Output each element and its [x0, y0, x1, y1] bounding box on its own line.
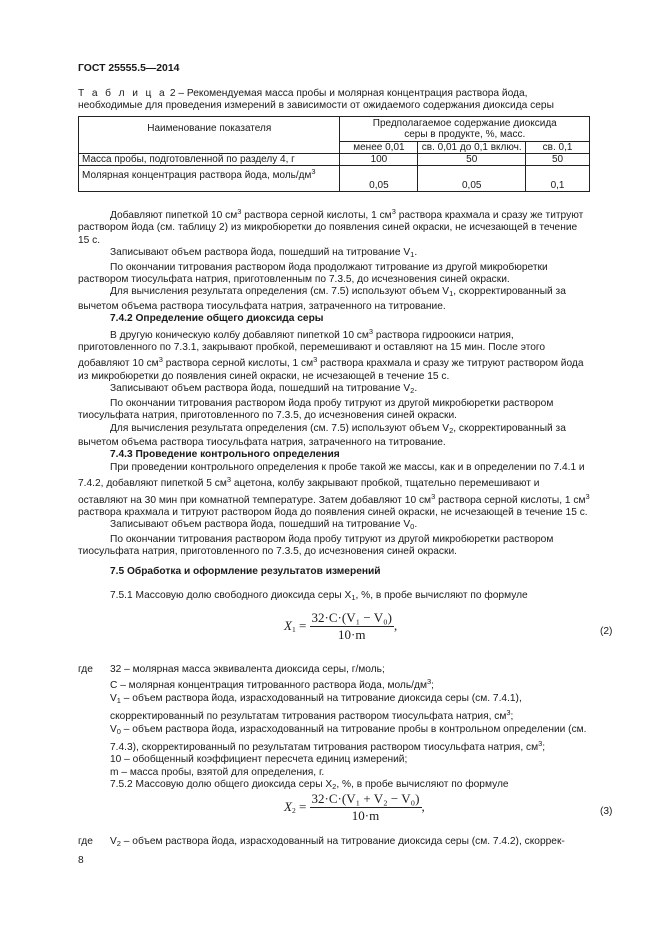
table-row: Масса пробы, подготовленной по разделу 4, г 100 50 50	[79, 154, 590, 166]
paragraph: Добавляют пипеткой 10 $см^3$ раствора серной кислоты, 1 $см^3$ раствора крахмала и сразу же титруют раствором йода (см. таблицу 2) из микробюретки до появления синей окраски, не исчезающей в течение 15 с.	[78, 207, 584, 246]
table-col-2: св. 0,01 до 0,1 включ.	[418, 142, 526, 154]
page-number: 8	[78, 855, 84, 866]
where-item-v2: $V_2$ – объем раствора йода, израсходованный на титрование диоксида серы (см. 7.4.2), скоррек-	[110, 836, 565, 848]
formula-3: $X_2$ = $\frac{\text{32·C·(V₁ + V₂ − V₀)}}{10\cdot m}$ ,	[284, 791, 425, 824]
table-row: Молярная концентрация раствора йода, моль/$дм^3$ 0,05 0,05 0,1	[79, 166, 590, 192]
where-list: 32 – молярная масса эквивалента диоксида серы, г/моль; C – молярная концентрация титрованного раствора йода, моль/$дм^3$; $V_1$ – объем раствора йода, израсходованный на титрование диоксида серы (см. 7.4.1), скорректированный по результатам титрования раствором тиосульфата натрия, $см^3$; $V_0$ – объем раствора йода, израсходованный на титрование пробы в контрольном определении (см. 7.4.3), скорректированный по результатам титрования раствором тиосульфата натрия, $см^3$; 10 – обобщенный коэффициент пересчета единиц измерений; m – масса пробы, взятой для определения, г. 7.5.2 Массовую долю общего диоксида серы $X_2$, %, в пробе вычисляют по формуле	[110, 664, 587, 792]
paragraph: При проведении контрольного определения к пробе такой же массы, как и в определении по 7.4.1 и 7.4.2, добавляют пипеткой 5 $см^3$ ацетона, колбу закрывают пробкой, тщательно перемешивают и оставляют на 30 мин при комнатной температуре. Затем добавляют 10 $см^3$ раствора серной кислоты, 1 $см^3$ раствора крахмала и титруют раствором йода до появления синей окраски, не исчезающей в течение 15 с.	[78, 461, 590, 518]
paragraph: По окончании титрования раствором йода пробу титруют из другой микробюретки раствором тиосульфата натрия, приготовленного по 7.3.5, до исчезновения синей окраски.	[78, 397, 554, 422]
paragraph: 7.5.1 Массовую долю свободного диоксида серы $X_1$, %, в пробе вычисляют по формуле	[110, 590, 528, 602]
paragraph: Для вычисления результата определения (см. 7.5) используют объем $V_1$, скорректированный за вычетом объема раствора тиосульфата натрия, затраченного на титрование.	[78, 286, 566, 312]
paragraph: Записывают объем раствора йода, пошедший на титрование $V_1$.	[110, 247, 418, 260]
paragraph: В другую коническую колбу добавляют пипеткой 10 $см^3$ раствора гидроокиси натрия, приготовленного по 7.3.1, закрывают пробкой, перемешивают и оставляют на 15 мин. После этого добавляют 10 $см^3$ раствора серной кислоты, 1 $см^3$ раствора крахмала и сразу же титруют раствором йода из микробюретки до появления синей окраски, не исчезающей в течение 15 с.	[78, 326, 584, 382]
paragraph: Записывают объем раствора йода, пошедший на титрование $V_2$.	[110, 383, 418, 396]
body-text-block	[78, 206, 590, 559]
paragraph: Для вычисления результата определения (см. 7.5) используют объем $V_2$, скорректированный за вычетом объема раствора тиосульфата натрия, затраченного на титрование.	[78, 422, 566, 448]
section-heading-75: 7.5 Обработка и оформление результатов измерений	[110, 566, 381, 577]
formula-number-3: (3)	[600, 806, 613, 817]
where-label-2: где	[78, 836, 93, 847]
formula-2: $X_1$ = $\frac{\text{32·C·(V₁ − V₀)}}{10\cdot m}$ ,	[284, 610, 398, 643]
section-heading-743: 7.4.3 Проведение контрольного определения	[110, 449, 340, 461]
table-header-group: Предполагаемое содержание диоксида серы в продукте, %, масс.	[340, 117, 590, 142]
table-caption: Т а б л и ц а 2 – Рекомендуемая масса пробы и молярная концентрация раствора йода, необходимые для проведения измерений в зависимости от ожидаемого содержания диоксида серы	[78, 88, 554, 112]
dosage-table	[78, 116, 590, 192]
table-header-name: Наименование показателя	[79, 117, 340, 154]
section-heading-742: 7.4.2 Определение общего диоксида серы	[110, 313, 324, 325]
where-label: где	[78, 664, 93, 675]
paragraph: По окончании титрования раствором йода продолжают титрование из другой микробюретки раствором тиосульфата натрия, приготовленным по 7.3.5, до исчезновения синей окраски.	[78, 261, 548, 286]
document-header: ГОСТ 25555.5—2014	[78, 63, 180, 74]
paragraph: Записывают объем раствора йода, пошедший на титрование $V_0$.	[110, 519, 418, 532]
table-col-3: св. 0,1	[526, 142, 590, 154]
formula-number-2: (2)	[600, 626, 613, 637]
paragraph: По окончании титрования раствором йода пробу титруют из другой микробюретки раствором тиосульфата натрия, приготовленного по 7.3.5, до исчезновения синей окраски.	[78, 533, 554, 558]
table-col-1: менее 0,01	[340, 142, 418, 154]
